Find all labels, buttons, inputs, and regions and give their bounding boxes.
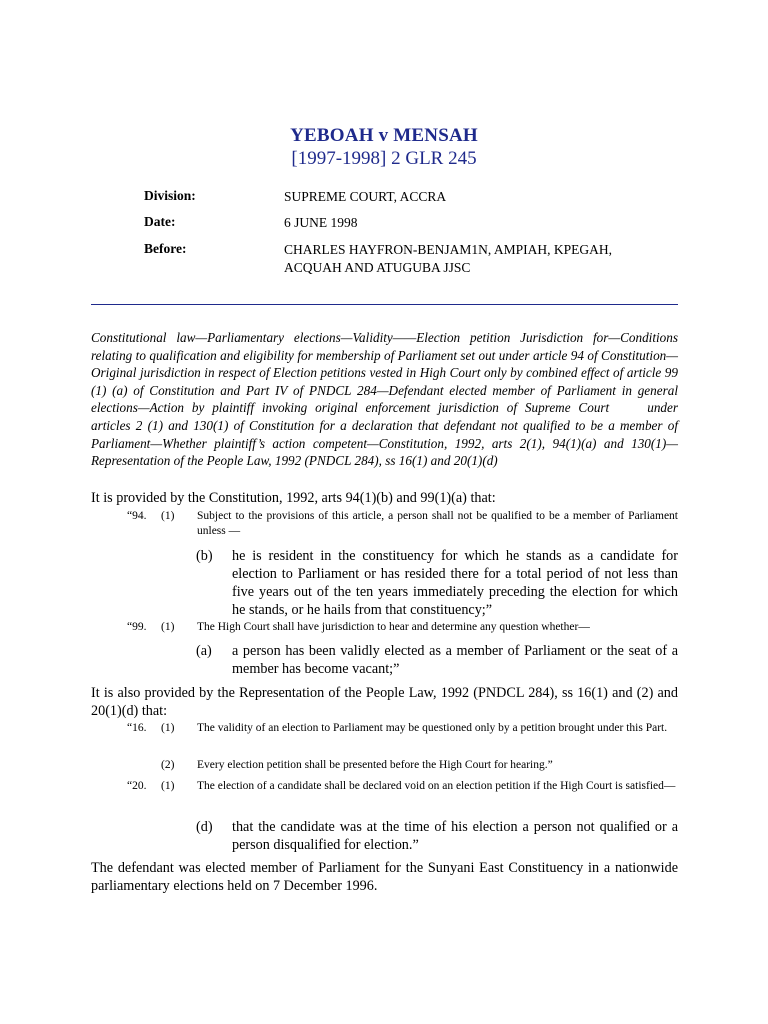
section-20-text: The election of a candidate shall be declared void on an election petition if the High Court is satisfied— <box>197 780 676 792</box>
case-citation: [1997-1998] 2 GLR 245 <box>291 148 477 169</box>
headnote <box>91 329 678 470</box>
clause-label: (d) <box>196 819 213 835</box>
before-line-2: ACQUAH AND ATUGUBA JJSC <box>284 260 471 275</box>
article-94-text: Subject to the provisions of this article, a person shall not be qualified to be a member of Parliament unless — <box>197 510 678 537</box>
division-value: SUPREME COURT, ACCRA <box>284 189 447 204</box>
section-20-number: “20. <box>127 780 147 792</box>
section-16-text-1: The validity of an election to Parliament may be questioned only by a petition brought under this Part. <box>197 722 668 734</box>
headnote-part-2: under articles 2 (1) and 130(1) of Constitution for a declaration that defendant not qualified to be a member of Parliament—Whether plaintiff’s action competent—Constitution, 1992, arts 2(1), 94(1)(a) and 130(1)—Representation of the People Law, 1992 (PNDCL 284), ss 16(1) and 20(1)(d) <box>91 400 678 469</box>
intro-paragraph-2: It is also provided by the Representation of the People Law, 1992 (PNDCL 284), ss 16(1) and (2) and 20(1)(d) that: <box>91 685 678 719</box>
before-value <box>284 241 684 277</box>
article-94-number: “94. <box>127 510 147 522</box>
article-99-text: The High Court shall have jurisdiction to hear and determine any question whether— <box>197 621 590 633</box>
clause-text: a person has been validly elected as a member of Parliament or the seat of a member has become vacant;” <box>232 643 678 677</box>
before-label: Before: <box>144 241 187 256</box>
section-16-text-2: Every election petition shall be presented before the High Court for hearing.” <box>197 759 553 771</box>
section-16-sub-1: (1) <box>161 722 175 734</box>
article-99-number: “99. <box>127 621 147 633</box>
before-line-1: CHARLES HAYFRON-BENJAM1N, AMPIAH, KPEGAH, <box>284 242 613 257</box>
headnote-part-1: Constitutional law—Parliamentary elections—Validity——Election petition Jurisdiction for—Conditions relating to qualification and eligibility for membership of Parliament set out under article 94 of Constitution—Original jurisdiction in respect of Election petitions vested in High Court only by combined effect of article 99 (1) (a) of Constitution and Part IV of PNDCL 284—Defendant elected member of Parliament in general elections—Action by plaintiff invoking original enforcement jurisdiction of Supreme Court <box>91 330 678 416</box>
intro-paragraph-1: It is provided by the Constitution, 1992, arts 94(1)(b) and 99(1)(a) that: <box>91 490 496 506</box>
clause-text: he is resident in the constituency for which he stands as a candidate for election to Parliament or has resided there for a total period of not less than five years out of the ten years immediately preceding the election for which he stands, or he hails from that constituency;” <box>232 548 678 618</box>
date-value: 6 JUNE 1998 <box>284 215 358 230</box>
clause-label: (a) <box>196 643 212 659</box>
article-99-sub: (1) <box>161 621 175 633</box>
case-name: YEBOAH v MENSAH <box>290 125 478 146</box>
clause-text: that the candidate was at the time of his election a person not qualified or a person disqualified for election.” <box>232 819 678 853</box>
clause-label: (b) <box>196 548 213 564</box>
section-16-number: “16. <box>127 722 147 734</box>
date-label: Date: <box>144 214 176 229</box>
section-20-sub: (1) <box>161 780 175 792</box>
header-divider <box>91 304 678 305</box>
section-16-sub-2: (2) <box>161 759 175 771</box>
facts-paragraph: The defendant was elected member of Parliament for the Sunyani East Constituency in a nationwide parliamentary elections held on 7 December 1996. <box>91 860 678 894</box>
article-94-sub: (1) <box>161 510 175 522</box>
division-label: Division: <box>144 188 196 203</box>
